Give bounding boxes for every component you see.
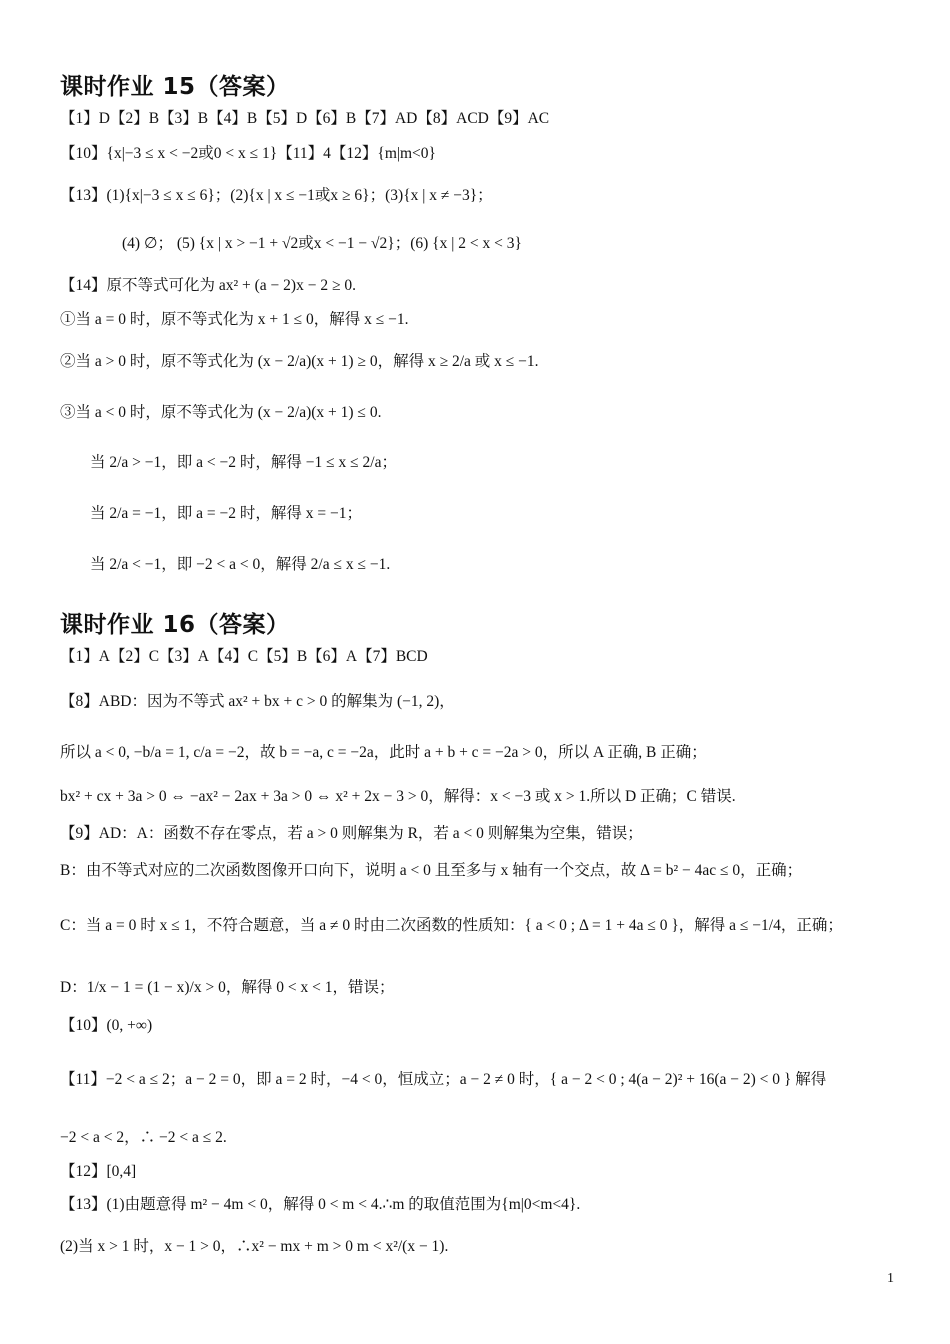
hw16-line-7: C：当 a = 0 时 x ≤ 1，不符合题意，当 a ≠ 0 时由二次函数的性质知：{ a < 0 ; Δ = 1 + 4a ≤ 0 }，解得 a ≤ −1/4，正确； — [60, 917, 843, 934]
hw15-line-3: 【13】(1){x|−3 ≤ x ≤ 6}；(2){x | x ≤ −1或x ≥ 6}；(3){x | x ≠ −3}； — [60, 187, 493, 204]
hw16-line-3: 所以 a < 0, −b/a = 1, c/a = −2，故 b = −a, c = −2a，此时 a + b + c = −2a > 0，所以 A 正确, B 正确； — [60, 744, 707, 761]
hw15-line-4: (4) ∅； (5) {x | x > −1 + √2或x < −1 − √2}；(6) {x | 2 < x < 3} — [122, 235, 522, 252]
hw16-line-2: 【8】ABD：因为不等式 ax² + bx + c > 0 的解集为 (−1, 2)， — [60, 693, 455, 710]
hw16-line-1: 【1】A【2】C【3】A【4】C【5】B【6】A【7】BCD — [60, 648, 428, 665]
page-number: 1 — [887, 1271, 894, 1286]
hw16-line-6: B：由不等式对应的二次函数图像开口向下，说明 a < 0 且至多与 x 轴有一个交点，故 Δ = b² − 4ac ≤ 0，正确； — [60, 862, 803, 879]
hw16-line-12: 【12】[0,4] — [60, 1163, 137, 1180]
hw15-line-9: 当 2/a > −1，即 a < −2 时，解得 −1 ≤ x ≤ 2/a； — [90, 454, 397, 471]
hw16-line-11: −2 < a < 2，∴ −2 < a ≤ 2. — [60, 1129, 227, 1146]
hw15-line-5: 【14】原不等式可化为 ax² + (a − 2)x − 2 ≥ 0. — [60, 277, 356, 294]
hw15-line-1: 【1】D【2】B【3】B【4】B【5】D【6】B【7】AD【8】ACD【9】AC — [60, 110, 550, 127]
section-title-hw16: 课时作业 16（答案） — [60, 612, 290, 638]
hw15-line-11: 当 2/a < −1，即 −2 < a < 0，解得 2/a ≤ x ≤ −1. — [90, 556, 391, 573]
hw15-line-10: 当 2/a = −1，即 a = −2 时，解得 x = −1； — [90, 505, 363, 522]
hw15-line-6: ①当 a = 0 时，原不等式化为 x + 1 ≤ 0，解得 x ≤ −1. — [60, 311, 409, 328]
hw16-line-8: D：1/x − 1 = (1 − x)/x > 0，解得 0 < x < 1，错误； — [60, 979, 395, 996]
hw15-line-2: 【10】{x|−3 ≤ x < −2或0 < x ≤ 1}【11】4【12】{m|m<0} — [60, 145, 436, 162]
hw16-line-10: 【11】−2 < a ≤ 2；a − 2 = 0，即 a = 2 时，−4 < 0，恒成立；a − 2 ≠ 0 时，{ a − 2 < 0 ; 4(a − 2)² + 16(a − 2) < 0 } 解得 — [60, 1071, 827, 1088]
hw16-line-5: 【9】AD：A：函数不存在零点，若 a > 0 则解集为 R，若 a < 0 则解集为空集，错误； — [60, 825, 643, 842]
section-title-hw15: 课时作业 15（答案） — [60, 74, 290, 100]
hw15-line-8: ③当 a < 0 时，原不等式化为 (x − 2/a)(x + 1) ≤ 0. — [60, 404, 382, 421]
hw16-line-4: bx² + cx + 3a > 0 ⇔ −ax² − 2ax + 3a > 0 ⇔ x² + 2x − 3 > 0，解得：x < −3 或 x > 1.所以 D 正确；C 错误. — [60, 788, 736, 805]
hw15-line-7: ②当 a > 0 时，原不等式化为 (x − 2/a)(x + 1) ≥ 0，解得 x ≥ 2/a 或 x ≤ −1. — [60, 353, 539, 370]
hw16-line-13: 【13】(1)由题意得 m² − 4m < 0，解得 0 < m < 4.∴m 的取值范围为{m|0<m<4}. — [60, 1196, 581, 1213]
hw16-line-9: 【10】(0, +∞) — [60, 1017, 153, 1034]
hw16-line-14: (2)当 x > 1 时，x − 1 > 0，∴x² − mx + m > 0 m < x²/(x − 1). — [60, 1238, 449, 1255]
